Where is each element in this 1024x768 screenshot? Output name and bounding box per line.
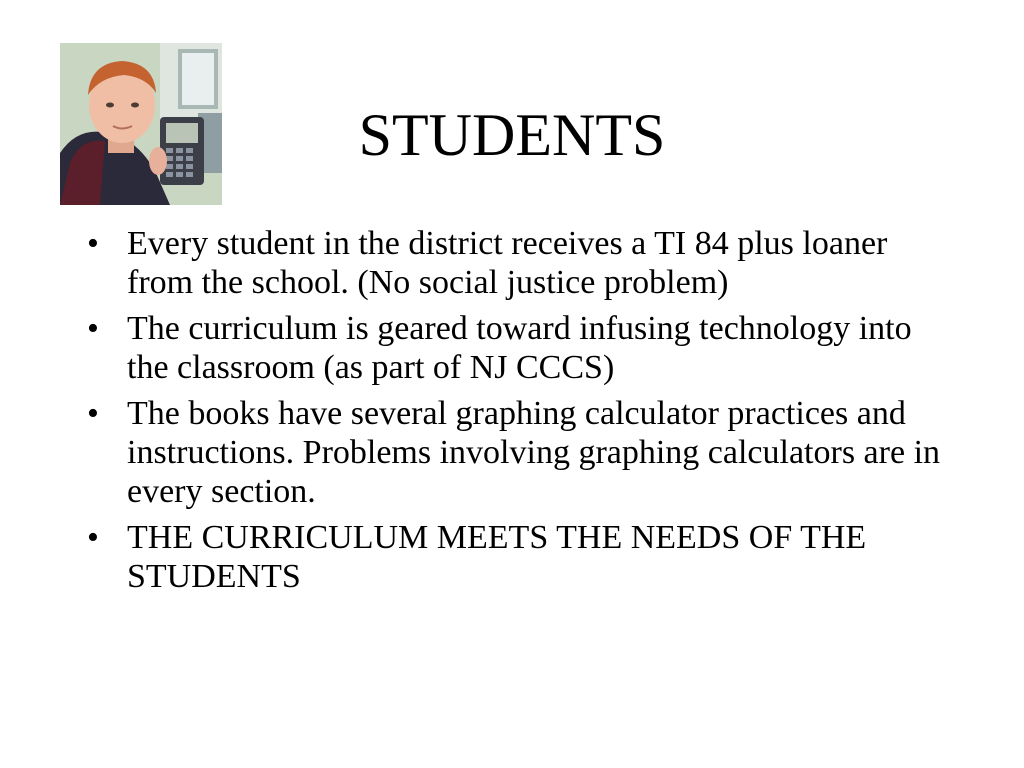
list-item — [87, 394, 947, 511]
bullet-icon: • — [87, 395, 99, 432]
bullet-icon: • — [87, 519, 99, 556]
list-item — [87, 224, 947, 302]
list-item — [87, 518, 947, 596]
bullet-text: THE CURRICULUM MEETS THE NEEDS OF THE STUDENTS — [127, 519, 867, 595]
bullet-icon: • — [87, 310, 99, 347]
slide-title: STUDENTS — [358, 102, 666, 168]
bullet-icon: • — [87, 225, 99, 262]
bullet-text: The curriculum is geared toward infusing technology into the classroom (as part of NJ CCCS) — [127, 310, 912, 386]
bullet-list — [87, 224, 947, 603]
list-item — [87, 309, 947, 387]
bullet-text: Every student in the district receives a TI 84 plus loaner from the school. (No social justice problem) — [127, 225, 888, 301]
bullet-text: The books have several graphing calculator practices and instructions. Problems involving graphing calculators are in every section. — [127, 395, 941, 510]
